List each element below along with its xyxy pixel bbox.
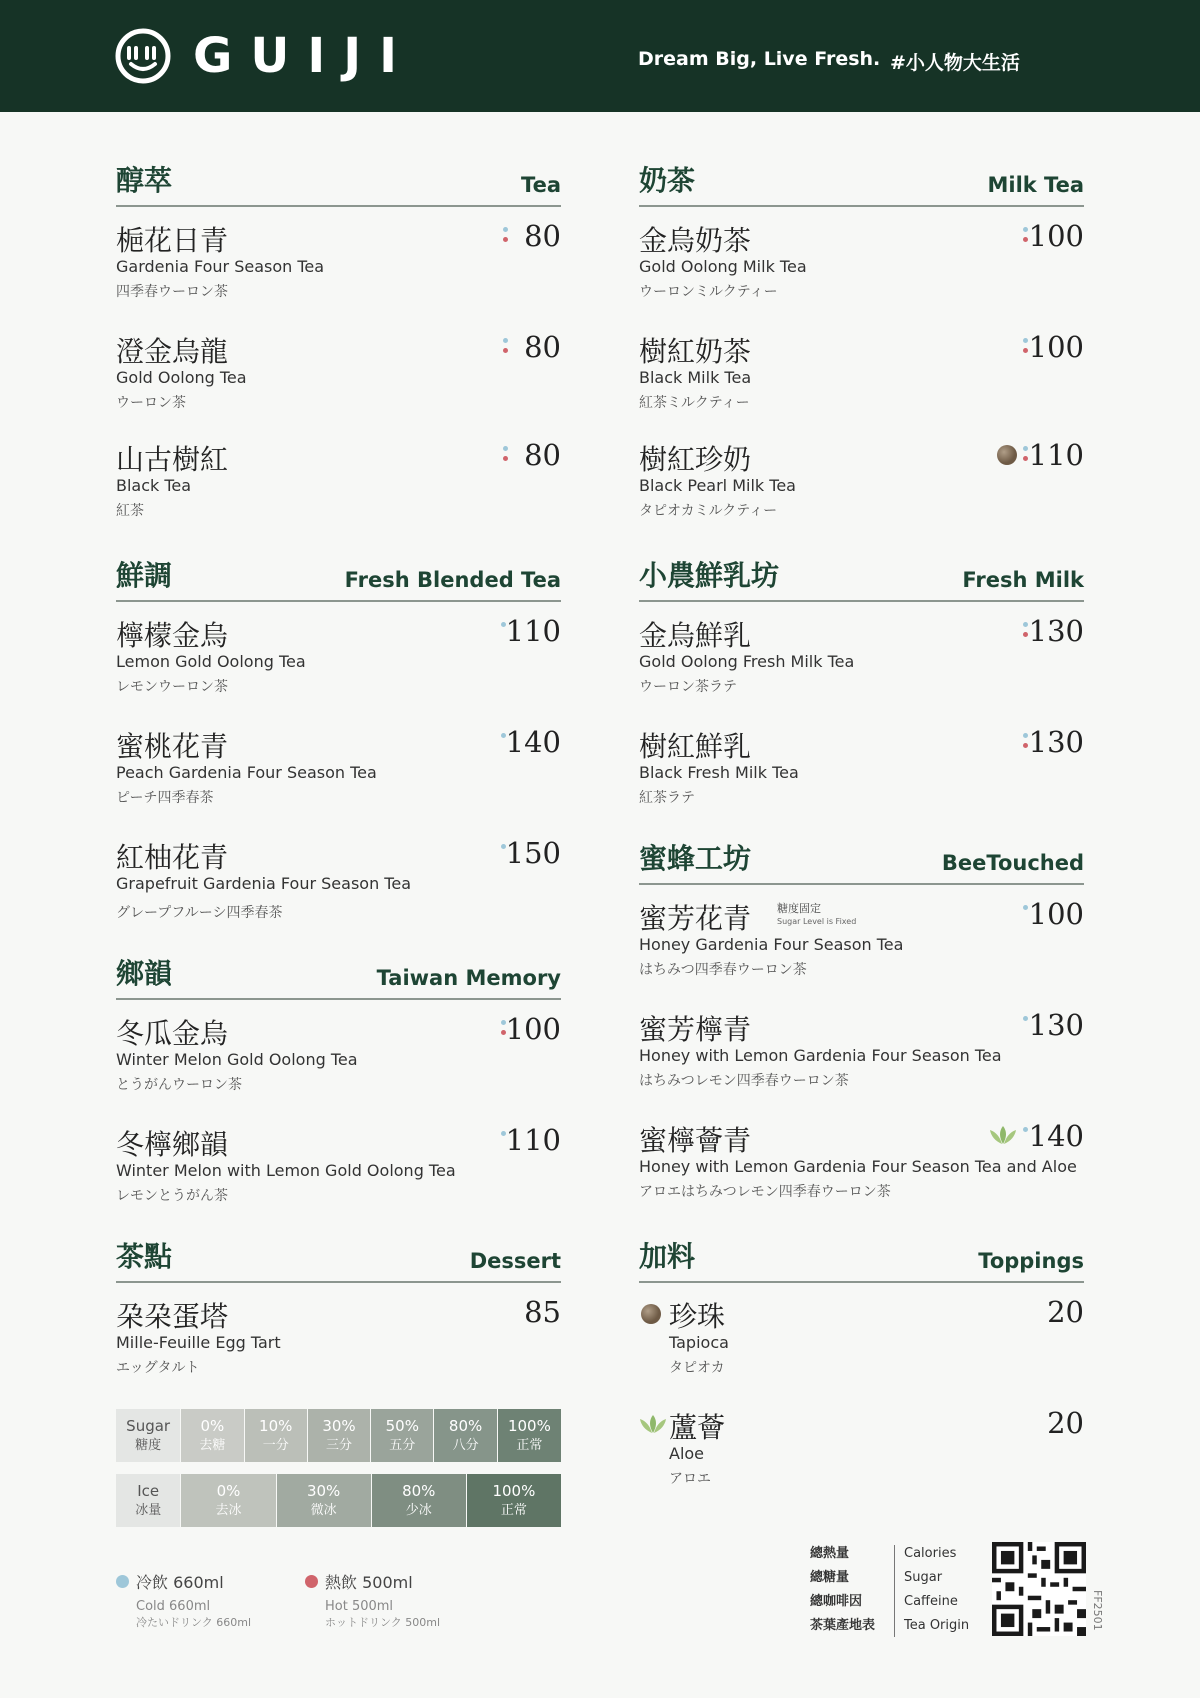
item-price: 20 bbox=[1047, 1406, 1084, 1440]
item-name-zh: 金烏鮮乳 bbox=[639, 619, 752, 652]
item-price: 100 bbox=[1028, 219, 1084, 253]
ice-label-zh: 冰量 bbox=[135, 1502, 162, 1518]
item-price: 80 bbox=[524, 330, 561, 364]
item-name-zh: 樹紅珍奶 bbox=[639, 443, 752, 476]
section-title-en: Milk Tea bbox=[987, 173, 1084, 197]
ice-pct: 80% bbox=[402, 1481, 436, 1500]
item-name-zh: 梔花日青 bbox=[116, 224, 229, 257]
ice-pct: 0% bbox=[216, 1481, 241, 1500]
brand-name: GUIJI bbox=[193, 28, 415, 84]
item-name-zh: 朶朶蛋塔 bbox=[116, 1300, 229, 1333]
logo-mark-icon bbox=[115, 28, 171, 84]
info-sugar-en: Sugar bbox=[904, 1570, 943, 1585]
pearl-icon bbox=[641, 1304, 661, 1324]
item-name-jp: タピオカミルクティー bbox=[639, 503, 778, 519]
info-divider bbox=[894, 1545, 895, 1637]
item-price: 140 bbox=[505, 725, 561, 759]
section-bee-touched bbox=[639, 833, 1084, 1213]
info-calories-zh: 總熱量 bbox=[810, 1546, 850, 1561]
item-name-en: Aloe bbox=[669, 1444, 705, 1463]
tagline: Dream Big, Live Fresh. bbox=[638, 48, 881, 70]
section-toppings bbox=[639, 1231, 1084, 1491]
legend-cold-jp: 冷たいドリンク 660ml bbox=[136, 1616, 252, 1629]
item-name-jp: 紅茶ラテ bbox=[639, 790, 695, 806]
section-title-zh: 鮮調 bbox=[116, 559, 173, 592]
item-name-jp: 四季春ウーロン茶 bbox=[116, 284, 228, 300]
section-header bbox=[116, 948, 561, 1000]
sugar-zh: 去糖 bbox=[199, 1437, 226, 1453]
item-name-jp: 紅茶 bbox=[116, 503, 144, 519]
sugar-zh: 五分 bbox=[389, 1437, 416, 1453]
sugar-option[interactable] bbox=[308, 1409, 371, 1462]
item-name-en: Grapefruit Gardenia Four Season Tea bbox=[116, 874, 411, 893]
sugar-pct: 30% bbox=[322, 1416, 356, 1435]
nutrition-info-en[interactable] bbox=[904, 1542, 969, 1638]
item-name-zh: 蜜桃花青 bbox=[116, 730, 229, 763]
section-title-zh: 鄉韻 bbox=[116, 957, 173, 990]
sugar-pct: 50% bbox=[385, 1416, 419, 1435]
item-price: 110 bbox=[505, 1123, 561, 1157]
item-name-en: Gardenia Four Season Tea bbox=[116, 257, 325, 276]
info-caffeine-zh: 總咖啡因 bbox=[810, 1594, 863, 1609]
ice-option[interactable] bbox=[277, 1474, 372, 1527]
section-header bbox=[639, 155, 1084, 207]
sugar-pct: 100% bbox=[507, 1416, 551, 1435]
item-name-jp: ピーチ四季春茶 bbox=[116, 790, 214, 806]
item-name-jp: 紅茶ミルクティー bbox=[639, 395, 750, 411]
cold-hot-dots-icon bbox=[503, 227, 509, 247]
sugar-fixed-en: Sugar Level is Fixed bbox=[777, 917, 857, 926]
item-name-en: Gold Oolong Fresh Milk Tea bbox=[639, 652, 855, 671]
sugar-option[interactable] bbox=[498, 1409, 561, 1462]
item-price: 85 bbox=[524, 1295, 561, 1329]
item-name-jp: ウーロン茶 bbox=[116, 395, 186, 411]
legend-hot bbox=[305, 1570, 440, 1630]
item-name-jp: はちみつ四季春ウーロン茶 bbox=[639, 962, 807, 978]
item-name-jp: アロエはちみつレモン四季春ウーロン茶 bbox=[639, 1184, 891, 1200]
section-header bbox=[116, 155, 561, 207]
section-title-zh: 蜜蜂工坊 bbox=[639, 842, 752, 875]
qr-code-icon[interactable] bbox=[992, 1542, 1086, 1636]
item-name-zh: 蘆薈 bbox=[669, 1411, 726, 1444]
ice-level-table bbox=[116, 1474, 561, 1527]
item-price: 130 bbox=[1028, 725, 1084, 759]
section-header bbox=[639, 1231, 1084, 1283]
section-title-en: Fresh Blended Tea bbox=[344, 568, 561, 592]
item-price: 100 bbox=[1028, 897, 1084, 931]
legend-hot-en: Hot 500ml bbox=[325, 1599, 394, 1614]
item-name-jp: グレープフルーシ四季春茶 bbox=[116, 905, 283, 921]
section-title-zh: 加料 bbox=[639, 1240, 696, 1273]
item-name-en: Black Fresh Milk Tea bbox=[639, 763, 799, 782]
ice-zh: 少冰 bbox=[405, 1502, 432, 1518]
item-name-jp: エッグタルト bbox=[116, 1360, 200, 1376]
item-name-zh: 山古樹紅 bbox=[116, 443, 229, 476]
ice-pct: 100% bbox=[492, 1481, 536, 1500]
item-name-zh: 樹紅奶茶 bbox=[639, 335, 752, 368]
sugar-zh: 一分 bbox=[262, 1437, 289, 1453]
item-price: 100 bbox=[505, 1012, 561, 1046]
item-price: 80 bbox=[524, 219, 561, 253]
section-tea bbox=[116, 155, 561, 519]
ice-label-en: Ice bbox=[137, 1481, 160, 1500]
item-name-zh: 珍珠 bbox=[669, 1300, 726, 1333]
sugar-level-table bbox=[116, 1409, 561, 1462]
nutrition-info-zh[interactable] bbox=[810, 1542, 875, 1638]
item-name-en: Mille-Feuille Egg Tart bbox=[116, 1333, 281, 1352]
cold-dot-icon bbox=[116, 1575, 129, 1588]
ice-zh: 去冰 bbox=[215, 1502, 242, 1518]
hashtag: #小人物大生活 bbox=[890, 52, 1020, 74]
item-name-en: Tapioca bbox=[669, 1333, 729, 1352]
item-name-en: Lemon Gold Oolong Tea bbox=[116, 652, 306, 671]
legend-hot-zh: 熱飲 500ml bbox=[325, 1573, 413, 1592]
item-name-jp: アロエ bbox=[669, 1471, 711, 1487]
legend-cold-en: Cold 660ml bbox=[136, 1599, 211, 1614]
section-milk-tea bbox=[639, 155, 1084, 519]
ice-option[interactable] bbox=[181, 1474, 276, 1527]
ice-pct: 30% bbox=[306, 1481, 341, 1500]
item-name-zh: 檸檬金烏 bbox=[116, 619, 229, 652]
brand-logo[interactable] bbox=[115, 28, 415, 84]
pearl-icon bbox=[997, 445, 1017, 465]
section-title-en: Toppings bbox=[978, 1249, 1084, 1273]
item-name-en: Honey with Lemon Gardenia Four Season Tea and Aloe bbox=[639, 1157, 1077, 1176]
sugar-option[interactable] bbox=[181, 1409, 244, 1462]
section-fresh-blended bbox=[116, 550, 561, 920]
item-price: 140 bbox=[1028, 1119, 1084, 1153]
sugar-pct: 80% bbox=[448, 1416, 483, 1435]
item-name-en: Peach Gardenia Four Season Tea bbox=[116, 763, 377, 782]
section-taiwan-memory bbox=[116, 948, 561, 1208]
section-dessert bbox=[116, 1231, 561, 1381]
section-title-zh: 醇萃 bbox=[116, 164, 173, 197]
item-name-en: Black Milk Tea bbox=[639, 368, 752, 387]
section-header bbox=[639, 833, 1084, 885]
info-sugar-zh: 總糖量 bbox=[810, 1570, 850, 1585]
sugar-pct: 10% bbox=[259, 1416, 293, 1435]
info-calories-en: Calories bbox=[904, 1546, 957, 1561]
sugar-zh: 三分 bbox=[326, 1437, 353, 1453]
item-name-jp: レモンウーロン茶 bbox=[116, 679, 228, 695]
sugar-zh: 八分 bbox=[452, 1437, 479, 1453]
item-name-en: Winter Melon Gold Oolong Tea bbox=[116, 1050, 358, 1069]
item-price: 130 bbox=[1028, 614, 1084, 648]
info-tea-origin-zh: 茶葉產地表 bbox=[810, 1618, 876, 1633]
item-name-zh: 蜜芳花青 bbox=[639, 902, 752, 935]
item-price: 150 bbox=[505, 836, 561, 870]
ice-zh: 微冰 bbox=[310, 1502, 337, 1518]
item-name-jp: レモンとうがん茶 bbox=[116, 1188, 228, 1204]
item-name-jp: ウーロン茶ラテ bbox=[639, 679, 737, 695]
sugar-pct: 0% bbox=[200, 1416, 225, 1435]
aloe-leaf-icon bbox=[989, 1125, 1017, 1145]
item-name-en: Winter Melon with Lemon Gold Oolong Tea bbox=[116, 1161, 456, 1180]
legend-cold-zh: 冷飲 660ml bbox=[136, 1573, 224, 1592]
item-name-jp: はちみつレモン四季春ウーロン茶 bbox=[639, 1073, 849, 1089]
ice-option[interactable] bbox=[372, 1474, 467, 1527]
item-name-en: Gold Oolong Tea bbox=[116, 368, 247, 387]
sugar-zh: 正常 bbox=[516, 1437, 543, 1453]
section-title-zh: 小農鮮乳坊 bbox=[639, 559, 780, 592]
item-name-en: Black Tea bbox=[116, 476, 192, 495]
sugar-option[interactable] bbox=[245, 1409, 308, 1462]
document-code: FF2501 bbox=[1091, 1590, 1104, 1631]
sugar-label bbox=[116, 1409, 181, 1462]
item-name-jp: タピオカ bbox=[669, 1360, 725, 1376]
section-header bbox=[639, 550, 1084, 602]
sugar-label-zh: 糖度 bbox=[135, 1437, 162, 1453]
item-name-zh: 紅柚花青 bbox=[116, 841, 229, 874]
sugar-option[interactable] bbox=[434, 1409, 497, 1462]
item-name-zh: 樹紅鮮乳 bbox=[639, 730, 752, 763]
item-price: 110 bbox=[505, 614, 561, 648]
cold-hot-dots-icon bbox=[503, 446, 509, 466]
legend-hot-jp: ホットドリンク 500ml bbox=[325, 1616, 441, 1629]
section-title-en: Fresh Milk bbox=[962, 568, 1084, 592]
ice-zh: 正常 bbox=[500, 1502, 527, 1518]
section-title-en: Taiwan Memory bbox=[376, 966, 561, 990]
legend-cold bbox=[116, 1570, 251, 1630]
section-fresh-milk bbox=[639, 550, 1084, 810]
item-name-en: Gold Oolong Milk Tea bbox=[639, 257, 807, 276]
item-name-zh: 冬檸鄉韻 bbox=[116, 1128, 229, 1161]
sugar-fixed-zh: 糖度固定 bbox=[777, 902, 821, 915]
section-title-en: BeeTouched bbox=[941, 851, 1084, 875]
section-title-en: Dessert bbox=[469, 1249, 561, 1273]
section-title-en: Tea bbox=[521, 173, 561, 197]
item-price: 80 bbox=[524, 438, 561, 472]
item-name-jp: ウーロンミルクティー bbox=[639, 284, 778, 300]
item-name-zh: 蜜檸薈青 bbox=[639, 1124, 752, 1157]
item-name-en: Black Pearl Milk Tea bbox=[639, 476, 796, 495]
section-title-zh: 茶點 bbox=[116, 1240, 173, 1273]
ice-option[interactable] bbox=[467, 1474, 561, 1527]
item-name-jp: とうがんウーロン茶 bbox=[116, 1077, 242, 1093]
sugar-option[interactable] bbox=[371, 1409, 434, 1462]
item-name-en: Honey with Lemon Gardenia Four Season Tea bbox=[639, 1046, 1002, 1065]
sugar-label-en: Sugar bbox=[126, 1416, 171, 1435]
header-bar bbox=[0, 0, 1200, 112]
item-name-en: Honey Gardenia Four Season Tea bbox=[639, 935, 904, 954]
item-name-zh: 冬瓜金烏 bbox=[116, 1017, 229, 1050]
item-price: 110 bbox=[1028, 438, 1084, 472]
aloe-leaf-icon bbox=[639, 1414, 667, 1434]
info-tea-origin-en: Tea Origin bbox=[904, 1618, 970, 1633]
section-header bbox=[116, 1231, 561, 1283]
item-price: 130 bbox=[1028, 1008, 1084, 1042]
item-name-zh: 蜜芳檸青 bbox=[639, 1013, 752, 1046]
item-price: 20 bbox=[1047, 1295, 1084, 1329]
info-caffeine-en: Caffeine bbox=[904, 1594, 958, 1609]
item-price: 100 bbox=[1028, 330, 1084, 364]
item-name-zh: 金烏奶茶 bbox=[639, 224, 752, 257]
cold-hot-dots-icon bbox=[503, 338, 509, 358]
item-name-zh: 澄金烏龍 bbox=[116, 335, 229, 368]
hot-dot-icon bbox=[305, 1575, 318, 1588]
section-title-zh: 奶茶 bbox=[639, 164, 696, 197]
sugar-fixed-note bbox=[777, 903, 856, 928]
section-header bbox=[116, 550, 561, 602]
ice-label bbox=[116, 1474, 181, 1527]
